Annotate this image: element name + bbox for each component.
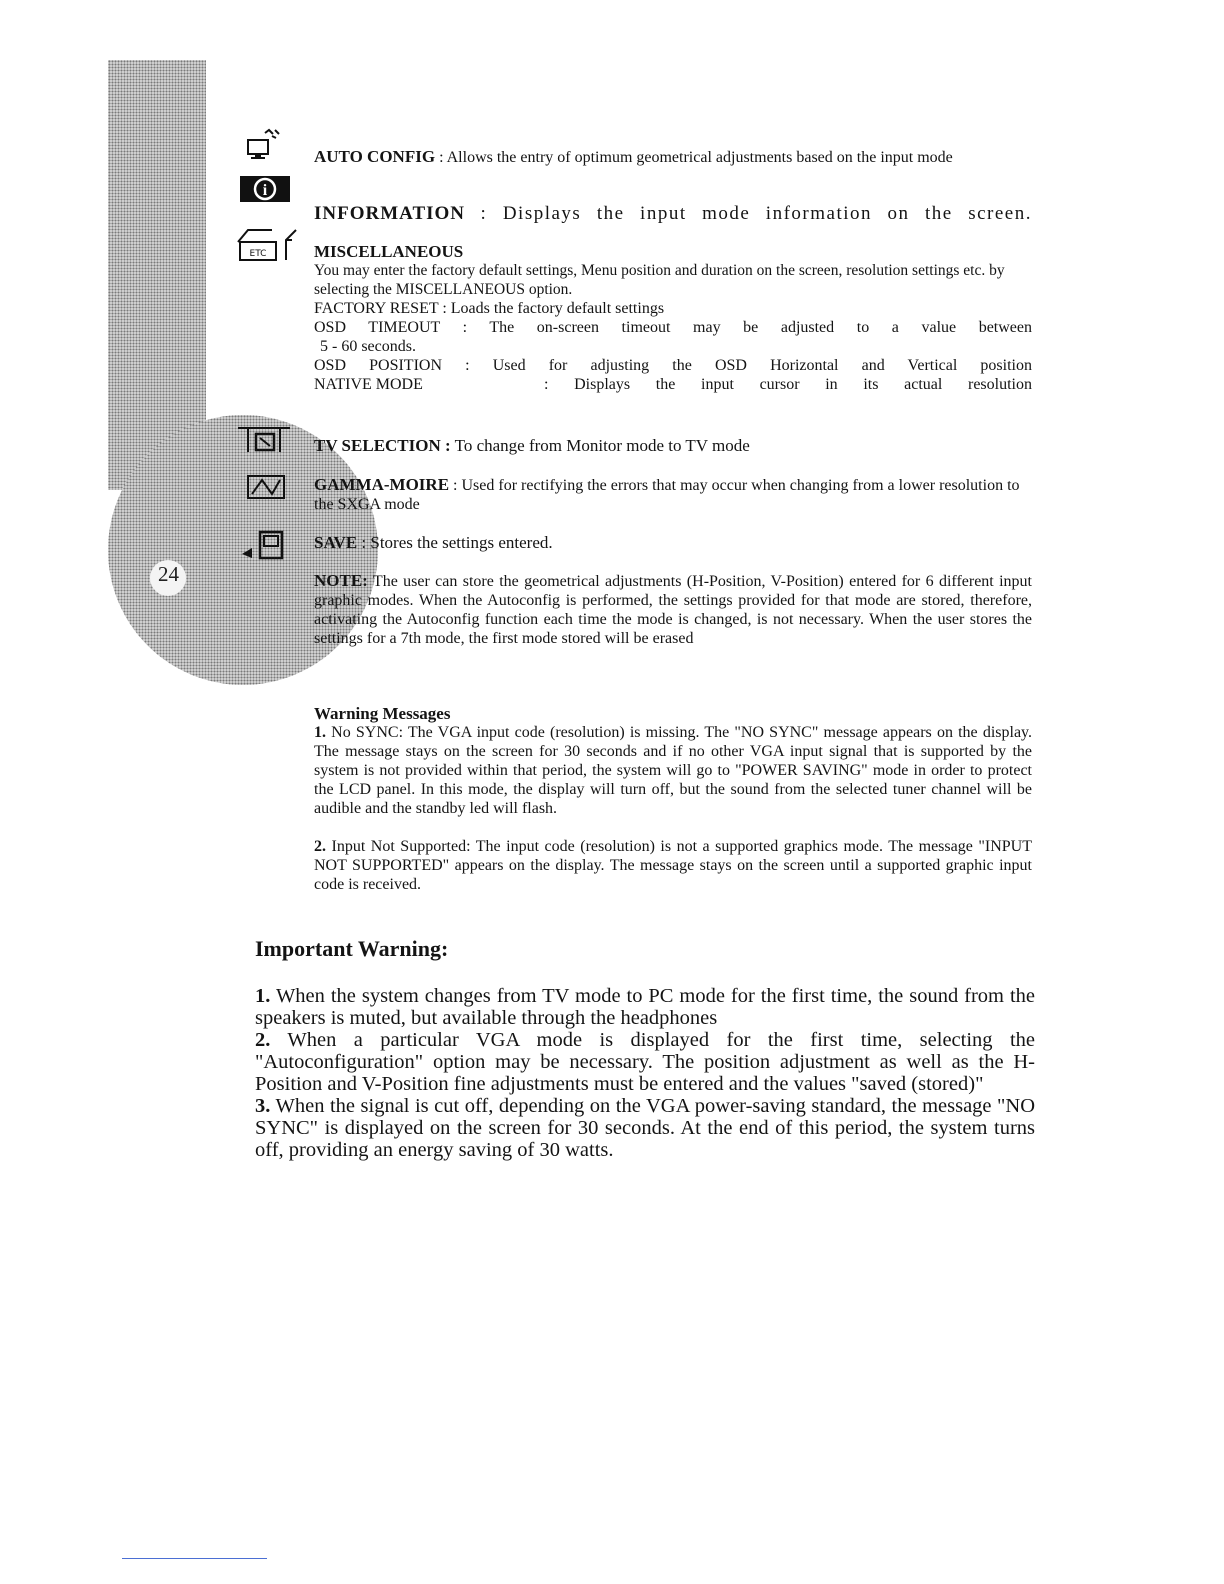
warning-messages-section bbox=[314, 704, 1032, 894]
miscellaneous-text: You may enter the factory default settings, Menu position and duration on the screen, resolution settings etc. by selecting the MISCELLANEOUS option. bbox=[314, 262, 1005, 298]
osd-timeout-line: OSD TIMEOUT : The on-screen timeout may be adjusted to a value between bbox=[314, 319, 1032, 336]
native-mode-label: NATIVE MODE bbox=[314, 376, 423, 393]
save-title: SAVE bbox=[314, 533, 358, 552]
important-warning-list bbox=[255, 985, 1035, 1161]
important-item-2-number: 2. bbox=[255, 1029, 271, 1051]
auto-config-text: : Allows the entry of optimum geometrical adjustments based on the input mode bbox=[435, 149, 953, 166]
gamma-moire-item bbox=[314, 475, 1032, 514]
warning-messages-title: Warning Messages bbox=[314, 704, 451, 723]
information-title: INFORMATION bbox=[314, 203, 466, 224]
gamma-moire-icon bbox=[244, 472, 290, 502]
information-item bbox=[314, 203, 1032, 225]
miscellaneous-title: MISCELLANEOUS bbox=[314, 242, 464, 261]
warning-item-1-number: 1. bbox=[314, 724, 326, 741]
miscellaneous-etc-icon bbox=[234, 222, 304, 268]
svg-text:ETC: ETC bbox=[249, 249, 267, 259]
important-item-1-number: 1. bbox=[255, 985, 271, 1007]
tv-selection-icon bbox=[236, 424, 292, 456]
svg-text:i: i bbox=[262, 182, 268, 199]
warning-item-2-number: 2. bbox=[314, 838, 326, 855]
auto-config-icon bbox=[243, 126, 293, 162]
important-item-3-text: When the signal is cut off, depending on the VGA power-saving standard, the message "NO SYNC" is displayed on the screen for 30 seconds. At the end of this period, the system turns off, providing an energy saving of 30 watts. bbox=[255, 1095, 1035, 1161]
note-text: The user can store the geometrical adjustments (H-Position, V-Position) entered for 6 different input graphic modes. When the Autoconfig is performed, the settings provided for that mode are stored, therefore, activating the Autoconfig function each time the mode is changed, is not necessary. When the user stores the settings for a 7th mode, the first mode stored will be erased bbox=[314, 573, 1032, 647]
auto-config-title: AUTO CONFIG bbox=[314, 147, 436, 166]
save-text: : Stores the settings entered. bbox=[357, 533, 553, 552]
footer-rule bbox=[122, 1558, 267, 1559]
page-number: 24 bbox=[158, 562, 179, 586]
important-warning-title: Important Warning: bbox=[255, 936, 449, 961]
warning-item-1-text: No SYNC: The VGA input code (resolution) is missing. The "NO SYNC" message appears on the display. The message stays on the screen for 30 seconds and if no other VGA input signal that is supported by the system is not provided within that period, the system will go to "POWER SAVING" mode in order to protect the LCD panel. In this mode, the display will turn off, but the sound from the selected tuner channel will be audible and the standby led will flash. bbox=[314, 724, 1032, 817]
native-mode-line bbox=[314, 375, 1032, 394]
osd-position-line: OSD POSITION : Used for adjusting the OSD Horizontal and Vertical position bbox=[314, 357, 1032, 374]
tv-selection-title: TV SELECTION : bbox=[314, 436, 451, 455]
gamma-moire-title: GAMMA-MOIRE bbox=[314, 475, 450, 494]
save-item bbox=[314, 533, 1032, 552]
miscellaneous-item bbox=[314, 242, 1032, 394]
save-icon bbox=[238, 528, 290, 562]
gamma-moire-text: : Used for rectifying the errors that may occur when changing from a lower resolution to the SXGA mode bbox=[314, 477, 1020, 513]
factory-reset-line: FACTORY RESET : Loads the factory default settings bbox=[314, 300, 665, 317]
note-title: NOTE: bbox=[314, 571, 368, 590]
important-item-2-text: When a particular VGA mode is displayed for the first time, selecting the "Autoconfiguration" option may be necessary. The position adjustment as well as the H-Position and V-Position fine adjustments must be entered and the values "saved (stored)" bbox=[255, 1029, 1035, 1095]
note-item bbox=[314, 571, 1032, 648]
information-icon bbox=[240, 176, 290, 202]
important-item-1-text: When the system changes from TV mode to PC mode for the first time, the sound from the speakers is muted, but available through the headphones bbox=[255, 985, 1035, 1029]
auto-config-item bbox=[314, 147, 1032, 167]
important-item-3-number: 3. bbox=[255, 1095, 271, 1117]
information-text: : Displays the input mode information on the screen. bbox=[465, 203, 1032, 224]
native-mode-text: : Displays the input cursor in its actual resolution bbox=[544, 376, 1032, 393]
tv-selection-text: To change from Monitor mode to TV mode bbox=[450, 436, 750, 455]
osd-timeout-range: 5 - 60 seconds. bbox=[320, 338, 416, 355]
tv-selection-item bbox=[314, 436, 1032, 455]
warning-item-2-text: Input Not Supported: The input code (resolution) is not a supported graphics mode. The message "INPUT NOT SUPPORTED" appears on the display. The message stays on the screen until a supported graphic input code is received. bbox=[314, 838, 1032, 893]
